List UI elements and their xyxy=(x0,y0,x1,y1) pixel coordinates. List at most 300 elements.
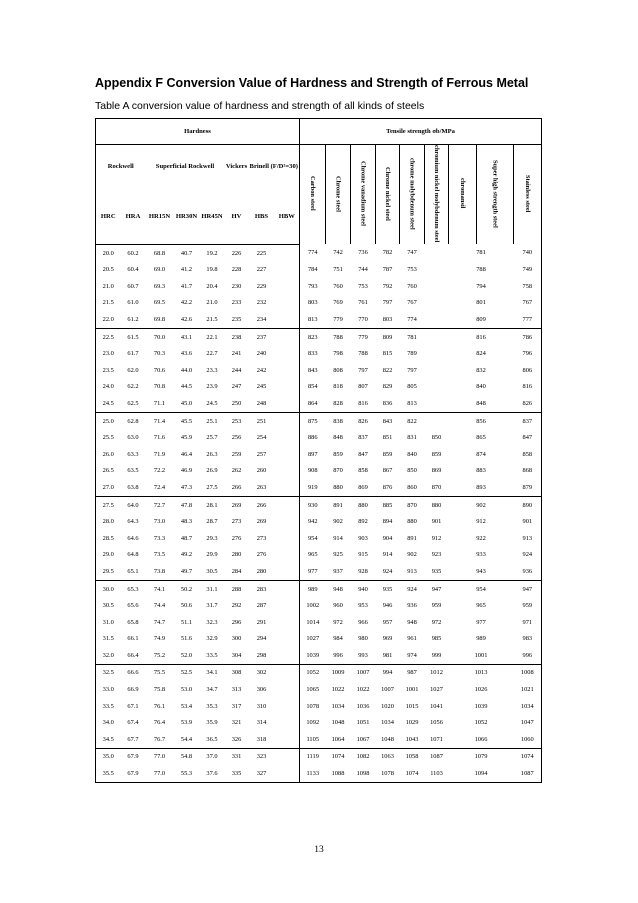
table-cell: 64.3 xyxy=(127,518,139,526)
table-cell: 1092 xyxy=(300,714,326,731)
table-cell: 912 xyxy=(431,534,442,542)
table-cell: 807 xyxy=(358,383,368,391)
table-cell: 1007 xyxy=(356,669,370,677)
table-cell: 69.5 xyxy=(153,299,166,307)
table-cell: 770 xyxy=(351,311,376,328)
table-cell: 838 xyxy=(333,417,343,425)
table-cell: 1082 xyxy=(356,753,370,761)
table-cell: 742 xyxy=(333,249,343,257)
table-cell xyxy=(275,631,300,648)
table-cell: 1034 xyxy=(331,702,345,710)
table-cell: 75.8 xyxy=(153,686,166,694)
table-cell: 883 xyxy=(476,467,486,475)
table-cell xyxy=(275,563,300,580)
table-cell: 1048 xyxy=(376,731,400,748)
table-cell: 747 xyxy=(407,249,417,257)
table-cell: 796 xyxy=(514,345,542,362)
table-cell: 42.2 xyxy=(180,299,193,307)
table-cell: 66.6 xyxy=(127,669,139,677)
table-cell: 782 xyxy=(382,249,393,257)
superficial-rockwell-header: Superficial Rockwell xyxy=(155,163,215,171)
table-cell: 1022 xyxy=(356,686,370,694)
table-cell: 880 xyxy=(326,479,351,496)
table-cell: 969 xyxy=(382,635,393,643)
table-cell xyxy=(425,261,449,278)
table-cell: 923 xyxy=(431,551,442,559)
table-cell: 28.7 xyxy=(206,518,218,526)
table-cell: 971 xyxy=(514,614,542,631)
table-cell: 46.9 xyxy=(180,467,193,475)
table-cell: 869 xyxy=(431,467,442,475)
table-cell: 66.1 xyxy=(127,635,139,643)
table-cell: 19.8 xyxy=(206,266,218,274)
table-cell: 792 xyxy=(382,282,393,290)
table-cell: 45.9 xyxy=(180,434,193,442)
table-cell: 1103 xyxy=(425,765,449,782)
table-cell xyxy=(275,446,300,463)
table-cell: 993 xyxy=(351,647,376,664)
table-cell: 924 xyxy=(376,563,400,580)
table-cell xyxy=(275,379,300,396)
table-cell: 288 xyxy=(231,585,242,593)
table-cell: 1071 xyxy=(425,731,449,748)
table-cell: 248 xyxy=(249,395,275,412)
table-cell: 823 xyxy=(300,328,326,345)
table-cell: 886 xyxy=(300,429,326,446)
table-cell: 957 xyxy=(382,618,393,626)
table-cell: 870 xyxy=(425,479,449,496)
table-cell: 20.5 xyxy=(96,261,121,278)
table-cell: 803 xyxy=(376,311,400,328)
table-cell: 280 xyxy=(249,563,275,580)
table-cell: 966 xyxy=(358,618,368,626)
table-cell: 62.0 xyxy=(127,366,139,374)
table-cell: 947 xyxy=(431,585,442,593)
table-cell: 767 xyxy=(407,299,417,307)
table-cell xyxy=(425,412,449,429)
table-cell: 27.5 xyxy=(200,479,225,496)
table-cell: 1087 xyxy=(430,753,443,761)
table-cell: 260 xyxy=(256,467,267,475)
table-cell: 21.0 xyxy=(96,278,121,295)
table-cell: 829 xyxy=(382,383,393,391)
table-cell: 753 xyxy=(407,266,417,274)
table-cell: 1008 xyxy=(514,664,542,681)
table-cell: 948 xyxy=(407,618,417,626)
table-cell: 954 xyxy=(476,585,486,593)
table-cell: 64.8 xyxy=(127,551,139,559)
table-cell: 247 xyxy=(231,383,242,391)
table-cell: 1133 xyxy=(300,765,326,782)
table-cell: 70.3 xyxy=(153,350,166,358)
table-cell xyxy=(275,765,300,782)
table-row xyxy=(96,714,542,731)
table-cell: 31.7 xyxy=(206,602,218,610)
table-cell: 259 xyxy=(231,450,242,458)
table-cell: 936 xyxy=(514,563,542,580)
table-cell: 1074 xyxy=(514,748,542,765)
table-cell: 31.5 xyxy=(96,631,121,648)
table-cell: 874 xyxy=(476,450,486,458)
table-row xyxy=(96,278,542,295)
table-cell: 859 xyxy=(431,450,442,458)
table-cell: 225 xyxy=(256,249,267,257)
table-cell: 314 xyxy=(256,719,267,727)
table-cell: 34.0 xyxy=(96,714,121,731)
table-cell: 65.1 xyxy=(121,563,146,580)
table-cell: 62.2 xyxy=(127,383,139,391)
table-row xyxy=(96,479,542,496)
table-cell: 48.3 xyxy=(180,518,193,526)
table-cell: 1041 xyxy=(430,702,443,710)
table-cell: 1027 xyxy=(300,631,326,648)
table-cell: 235 xyxy=(225,311,249,328)
table-cell: 228 xyxy=(231,266,242,274)
table-cell: 788 xyxy=(358,350,368,358)
table-cell: 947 xyxy=(514,580,542,597)
table-cell: 67.9 xyxy=(127,753,139,761)
table-cell xyxy=(275,261,300,278)
table-cell: 890 xyxy=(514,496,542,513)
table-cell: 897 xyxy=(300,446,326,463)
table-cell: 61.7 xyxy=(127,350,139,358)
table-cell: 826 xyxy=(514,395,542,412)
table-cell: 736 xyxy=(358,249,368,257)
table-cell xyxy=(275,748,300,765)
table-cell: 1105 xyxy=(300,731,326,748)
table-cell: 55.3 xyxy=(174,765,200,782)
table-cell: 847 xyxy=(358,450,368,458)
table-cell: 832 xyxy=(476,366,486,374)
table-cell: 25.1 xyxy=(206,417,218,425)
table-cell xyxy=(425,295,449,312)
table-cell xyxy=(275,278,300,295)
rockwell-header: Rockwell xyxy=(96,145,146,189)
table-cell: 61.0 xyxy=(127,299,139,307)
table-cell: 32.9 xyxy=(206,635,218,643)
table-cell: 74.9 xyxy=(153,635,166,643)
table-cell xyxy=(275,580,300,597)
table-cell: 902 xyxy=(476,501,486,509)
table-cell: 40.7 xyxy=(180,249,193,257)
table-row xyxy=(96,496,542,513)
table-cell: 74.4 xyxy=(153,602,166,610)
table-row xyxy=(96,261,542,278)
table-cell: 308 xyxy=(231,669,242,677)
table-row xyxy=(96,547,542,564)
table-cell: 1001 xyxy=(449,647,514,664)
table-cell: 948 xyxy=(333,585,343,593)
table-cell: 266 xyxy=(256,501,267,509)
table-cell: 33.5 xyxy=(96,698,121,715)
table-cell: 818 xyxy=(333,383,343,391)
table-cell: 30.0 xyxy=(96,580,121,597)
steel-type-header: Chrome nickel steel xyxy=(376,145,400,245)
table-cell: 43.6 xyxy=(180,350,193,358)
table-cell: 76.7 xyxy=(146,731,174,748)
table-cell: 77.0 xyxy=(153,753,166,761)
table-cell: 987 xyxy=(407,669,417,677)
table-cell: 317 xyxy=(231,702,242,710)
table-cell: 953 xyxy=(358,602,368,610)
hr15n-header: HR15N xyxy=(146,189,174,245)
table-cell: 23.3 xyxy=(206,366,218,374)
table-cell: 240 xyxy=(256,350,267,358)
table-cell: 769 xyxy=(333,299,343,307)
table-cell: 284 xyxy=(225,563,249,580)
table-cell: 33.5 xyxy=(200,647,225,664)
table-cell: 54.4 xyxy=(174,731,200,748)
table-cell: 72.7 xyxy=(153,501,166,509)
table-cell: 1094 xyxy=(449,765,514,782)
table-cell: 256 xyxy=(231,434,242,442)
table-cell: 860 xyxy=(400,479,425,496)
table-cell: 893 xyxy=(449,479,514,496)
table-cell: 61.5 xyxy=(127,333,139,341)
table-cell: 302 xyxy=(256,669,267,677)
table-cell: 269 xyxy=(256,518,267,526)
table-cell xyxy=(275,244,300,261)
table-cell: 760 xyxy=(407,282,417,290)
table-cell: 44.0 xyxy=(180,366,193,374)
table-cell: 28.1 xyxy=(206,501,218,509)
table-cell: 1034 xyxy=(514,698,542,715)
table-cell: 1066 xyxy=(449,731,514,748)
table-cell: 1047 xyxy=(514,714,542,731)
table-cell: 21.5 xyxy=(200,311,225,328)
table-cell: 1039 xyxy=(300,647,326,664)
hbs-header: HBS xyxy=(249,189,275,245)
table-cell: 269 xyxy=(231,501,242,509)
table-cell: 914 xyxy=(333,534,343,542)
table-cell: 31.1 xyxy=(206,585,218,593)
table-cell: 32.0 xyxy=(96,647,121,664)
table-cell: 972 xyxy=(333,618,343,626)
table-cell: 864 xyxy=(300,395,326,412)
table-cell: 233 xyxy=(231,299,242,307)
table-cell: 35.9 xyxy=(206,719,218,727)
table-cell: 1009 xyxy=(331,669,345,677)
table-cell: 1001 xyxy=(405,686,419,694)
table-cell: 280 xyxy=(231,551,242,559)
table-cell: 924 xyxy=(514,547,542,564)
table-cell: 753 xyxy=(358,282,368,290)
table-cell: 52.5 xyxy=(180,669,193,677)
table-cell: 291 xyxy=(256,618,267,626)
table-cell: 902 xyxy=(333,518,343,526)
table-cell: 23.0 xyxy=(96,345,121,362)
table-cell: 250 xyxy=(225,395,249,412)
table-cell: 33.0 xyxy=(96,681,121,698)
table-cell: 942 xyxy=(300,513,326,530)
table-cell: 1056 xyxy=(430,719,443,727)
hardness-header: Hardness xyxy=(96,119,300,145)
table-cell: 848 xyxy=(449,395,514,412)
table-cell: 20.4 xyxy=(206,282,218,290)
table-cell: 933 xyxy=(476,551,486,559)
table-cell: 793 xyxy=(300,278,326,295)
table-cell: 230 xyxy=(231,282,242,290)
table-cell: 49.7 xyxy=(174,563,200,580)
table-cell: 1048 xyxy=(331,719,345,727)
table-cell: 36.5 xyxy=(200,731,225,748)
table-cell: 777 xyxy=(514,311,542,328)
table-cell: 919 xyxy=(300,479,326,496)
table-cell xyxy=(275,547,300,564)
steel-type-header: chrome molybdenum steel xyxy=(400,145,425,245)
table-cell: 961 xyxy=(407,635,417,643)
table-cell: 859 xyxy=(382,450,393,458)
table-row xyxy=(96,731,542,748)
table-cell: 287 xyxy=(256,602,267,610)
steel-type-header: Chrome vanadium steel xyxy=(351,145,376,245)
table-cell: 870 xyxy=(333,467,343,475)
table-cell: 71.4 xyxy=(153,417,166,425)
table-cell: 50.2 xyxy=(180,585,193,593)
table-cell: 977 xyxy=(476,618,486,626)
table-cell: 774 xyxy=(300,244,326,261)
table-row xyxy=(96,463,542,480)
table-cell xyxy=(425,244,449,261)
table-cell: 779 xyxy=(358,333,368,341)
table-row xyxy=(96,345,542,362)
table-row xyxy=(96,631,542,648)
table-cell: 26.5 xyxy=(96,463,121,480)
table-cell: 833 xyxy=(300,345,326,362)
table-cell: 75.5 xyxy=(153,669,166,677)
table-cell: 323 xyxy=(256,753,267,761)
table-cell: 276 xyxy=(231,534,242,542)
table-cell: 1060 xyxy=(514,731,542,748)
table-cell xyxy=(275,479,300,496)
table-cell: 1013 xyxy=(474,669,488,677)
hra-header: HRA xyxy=(121,189,146,245)
steel-type-header: Stainless steel xyxy=(514,145,542,245)
table-cell: 71.1 xyxy=(146,395,174,412)
table-cell: 740 xyxy=(514,244,542,261)
table-cell: 865 xyxy=(476,434,486,442)
table-cell: 977 xyxy=(300,563,326,580)
table-cell xyxy=(425,345,449,362)
table-cell: 1065 xyxy=(300,681,326,698)
table-row xyxy=(96,765,542,782)
table-cell xyxy=(275,597,300,614)
table-cell: 64.6 xyxy=(127,534,139,542)
table-cell xyxy=(275,530,300,547)
table-cell: 781 xyxy=(476,249,486,257)
table-cell: 296 xyxy=(231,618,242,626)
table-row xyxy=(96,530,542,547)
table-cell: 19.2 xyxy=(206,249,218,257)
table-cell: 858 xyxy=(358,467,368,475)
table-cell: 335 xyxy=(225,765,249,782)
page-title: Appendix F Conversion Value of Hardness and Strength of Ferrous Metal xyxy=(95,76,529,90)
table-cell: 779 xyxy=(326,311,351,328)
table-cell: 1052 xyxy=(474,719,488,727)
table-cell: 73.5 xyxy=(153,551,166,559)
table-cell: 62.8 xyxy=(127,417,139,425)
table-cell: 67.4 xyxy=(127,719,139,727)
table-row xyxy=(96,395,542,412)
table-cell: 749 xyxy=(514,261,542,278)
table-cell: 981 xyxy=(376,647,400,664)
table-cell: 801 xyxy=(476,299,486,307)
table-cell: 891 xyxy=(407,534,417,542)
table-cell: 870 xyxy=(407,501,417,509)
table-cell: 69.3 xyxy=(153,282,166,290)
table-cell: 32.5 xyxy=(96,664,121,681)
table-cell: 227 xyxy=(256,266,267,274)
table-cell: 901 xyxy=(431,518,442,526)
table-cell: 45.0 xyxy=(174,395,200,412)
table-cell: 257 xyxy=(256,450,267,458)
table-cell: 63.3 xyxy=(127,450,139,458)
table-cell: 29.9 xyxy=(206,551,218,559)
table-cell: 34.5 xyxy=(96,731,121,748)
table-cell: 53.0 xyxy=(180,686,193,694)
table-cell: 20.0 xyxy=(96,244,121,261)
table-cell: 848 xyxy=(333,434,343,442)
table-cell: 1043 xyxy=(400,731,425,748)
table-cell: 760 xyxy=(333,282,343,290)
table-cell xyxy=(275,345,300,362)
table-cell: 50.6 xyxy=(180,602,193,610)
table-cell: 822 xyxy=(382,366,393,374)
table-cell: 273 xyxy=(256,534,267,542)
steel-type-header: chromium nickel molybdenum steel xyxy=(425,145,449,245)
steel-type-header: chromansil xyxy=(449,145,477,245)
table-cell: 797 xyxy=(407,366,417,374)
steel-type-header: Super high strength steel xyxy=(477,145,514,245)
table-cell: 894 xyxy=(382,518,393,526)
table-cell: 851 xyxy=(382,434,393,442)
table-cell: 74.7 xyxy=(153,618,166,626)
table-cell: 954 xyxy=(300,530,326,547)
table-cell: 940 xyxy=(358,585,368,593)
table-cell: 854 xyxy=(300,379,326,396)
table-cell: 73.3 xyxy=(153,534,166,542)
table-cell: 1119 xyxy=(300,748,326,765)
hbw-header: HBW xyxy=(275,189,300,245)
table-cell: 999 xyxy=(425,647,449,664)
table-cell: 28.0 xyxy=(96,513,121,530)
table-cell: 67.7 xyxy=(121,731,146,748)
table-cell: 34.1 xyxy=(206,669,218,677)
table-cell: 831 xyxy=(407,434,417,442)
tensile-strength-header: Tensile strength σb/MPa xyxy=(300,119,542,145)
table-cell: 1078 xyxy=(300,698,326,715)
table-cell: 813 xyxy=(300,311,326,328)
table-cell: 908 xyxy=(300,463,326,480)
table-cell: 66.9 xyxy=(127,686,139,694)
table-row xyxy=(96,597,542,614)
table-cell: 1029 xyxy=(405,719,419,727)
table-cell: 1074 xyxy=(331,753,345,761)
table-cell: 840 xyxy=(407,450,417,458)
table-cell: 262 xyxy=(231,467,242,475)
table-cell: 935 xyxy=(425,563,449,580)
table-cell: 276 xyxy=(256,551,267,559)
table-cell: 22.5 xyxy=(96,328,121,345)
table-cell: 232 xyxy=(256,299,267,307)
table-cell: 21.5 xyxy=(96,295,121,312)
table-cell: 60.2 xyxy=(127,249,139,257)
table-cell: 72.4 xyxy=(146,479,174,496)
hr30n-header: HR30N xyxy=(174,189,200,245)
table-cell: 318 xyxy=(249,731,275,748)
table-cell: 25.5 xyxy=(96,429,121,446)
table-cell: 843 xyxy=(300,362,326,379)
